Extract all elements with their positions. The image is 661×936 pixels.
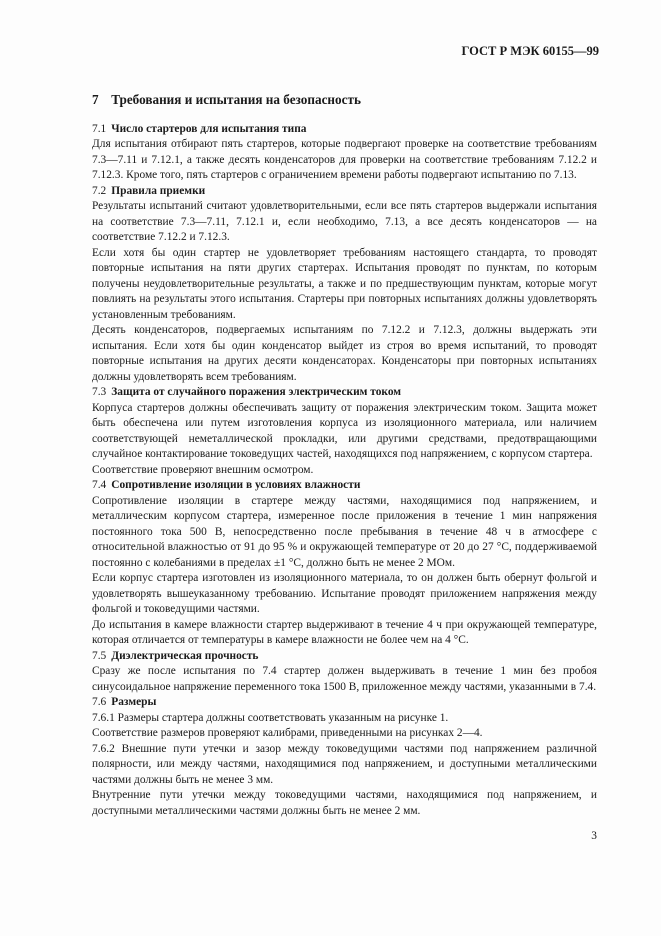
paragraph: Если корпус стартера изготовлен из изоляционного материала, то он должен быть обернут фольгой и удовлетворять вышеуказанному требованию. Испытание проводят приложением напряжения между фольгой и токоведущими частями. <box>92 572 597 615</box>
subsection-title: Диэлектрическая прочность <box>111 649 259 662</box>
paragraph: Сразу же после испытания по 7.4 стартер должен выдерживать в течение 1 мин без пробоя синусоидальное напряжение переменного тока 1500 В, приложенное между частями, указанными в 7.4. <box>92 665 597 693</box>
section-heading <box>92 92 597 108</box>
paragraph: Сопротивление изоляции в стартере между частями, находящимися под напряжением, и металлическим корпусом стартера, измеренное после приложения в течение 1 мин напряжения постоянного тока 500 В, непосредственно после пребывания в течение 48 ч в атмосфере с относительной влажностью от 91 до 95 % и окружающей температуре от 20 до 27 °С, поддерживаемой постоянно с колебаниями в пределах ±1 °С, должно быть не менее 2 МОм. <box>92 494 597 569</box>
subsection-heading <box>92 122 597 138</box>
subsection-number: 7.6 <box>92 696 107 708</box>
subsection-heading <box>92 649 597 665</box>
paragraph: Корпуса стартеров должны обеспечивать защиту от поражения электрическим током. Защита может быть обеспечена или путем изготовления корпуса из изоляционного материала, или наличием соответствующей неметаллической прокладки, или другими средствами, предотвращающими случайное контактирование токоведущих частей, находящихся под напряжением, с корпусом стартера. <box>92 401 597 460</box>
section-number: 7 <box>92 92 99 107</box>
paragraph: Соответствие проверяют внешним осмотром. <box>92 463 314 476</box>
subsection-number: 7.1 <box>92 122 107 135</box>
page-content <box>92 92 597 819</box>
subsection-heading <box>92 695 597 711</box>
subsection-heading <box>92 184 597 200</box>
paragraph: Десять конденсаторов, подвергаемых испытаниям по 7.12.2 и 7.12.3, должны выдержать эти испытания. Если хотя бы один конденсатор выйдет из строя во время испытаний, то проводят повторные испытания на других десяти конденсаторах. Конденсаторы при повторных испытаниях должны удовлетворять всем требованиям. <box>92 324 597 383</box>
subsection-heading <box>92 385 597 401</box>
paragraph: 7.6.1 Размеры стартера должны соответствовать указанным на рисунке 1. <box>92 711 449 724</box>
paragraph: Результаты испытаний считают удовлетворительными, если все пять стартеров выдержали испытания на соответствие 7.3—7.11, 7.12.1 и, если необходимо, 7.13, а все десять конденсаторов — на соответствие 7.12.2 и 7.12.3. <box>92 200 597 243</box>
subsection-number: 7.2 <box>92 184 107 197</box>
subsection-title: Сопротивление изоляции в условиях влажности <box>111 479 361 491</box>
section-body <box>92 122 597 820</box>
subsection-number: 7.3 <box>92 386 107 398</box>
paragraph: Для испытания отбирают пять стартеров, которые подвергают проверке на соответствие требованиям 7.3—7.11 и 7.12.1, а также десять конденсаторов для проверки на соответствие требованиям 7.12.2 и 7.12.3. Кроме того, пять стартеров с ограничением времени работы подвергают испытанию по 7.13. <box>92 138 597 181</box>
subsection-heading <box>92 478 597 494</box>
section-title: Требования и испытания на безопасность <box>111 92 361 107</box>
subsection-title: Правила приемки <box>111 184 206 197</box>
subsection-number: 7.5 <box>92 649 107 662</box>
standard-header: ГОСТ Р МЭК 60155—99 <box>461 44 599 58</box>
paragraph: До испытания в камере влажности стартер выдерживают в течение 4 ч при окружающей температуре, которая отличается от температуры в камере влажности не более чем на 4 °С. <box>92 618 597 646</box>
subsection-title: Защита от случайного поражения электрическим током <box>111 386 402 398</box>
subsection-number: 7.4 <box>92 479 107 491</box>
paragraph: 7.6.2 Внешние пути утечки и зазор между токоведущими частями под напряжением различной полярности, или между частями, находящимися под напряжением, и доступными металлическими частями должны быть не менее 3 мм. <box>92 742 597 786</box>
paragraph: Если хотя бы один стартер не удовлетворяет требованиям настоящего стандарта, то проводят повторные испытания на пяти других стартерах. Испытания проводят по пунктам, по которым получены неудовлетворительные результаты, а также и по предшествующим пунктам, которые могут повлиять на результаты этого испытания. Стартеры при повторных испытаниях должны удовлетворять установленным требованиям. <box>92 246 597 321</box>
paragraph: Внутренние пути утечки между токоведущими частями, находящимися под напряжением, и доступными металлическими частями должны быть не менее 2 мм. <box>92 789 597 817</box>
paragraph: Соответствие размеров проверяют калибрами, приведенными на рисунках 2—4. <box>92 727 483 739</box>
subsection-title: Число стартеров для испытания типа <box>111 122 307 135</box>
subsection-title: Размеры <box>111 696 157 708</box>
page-number: 3 <box>591 829 597 842</box>
